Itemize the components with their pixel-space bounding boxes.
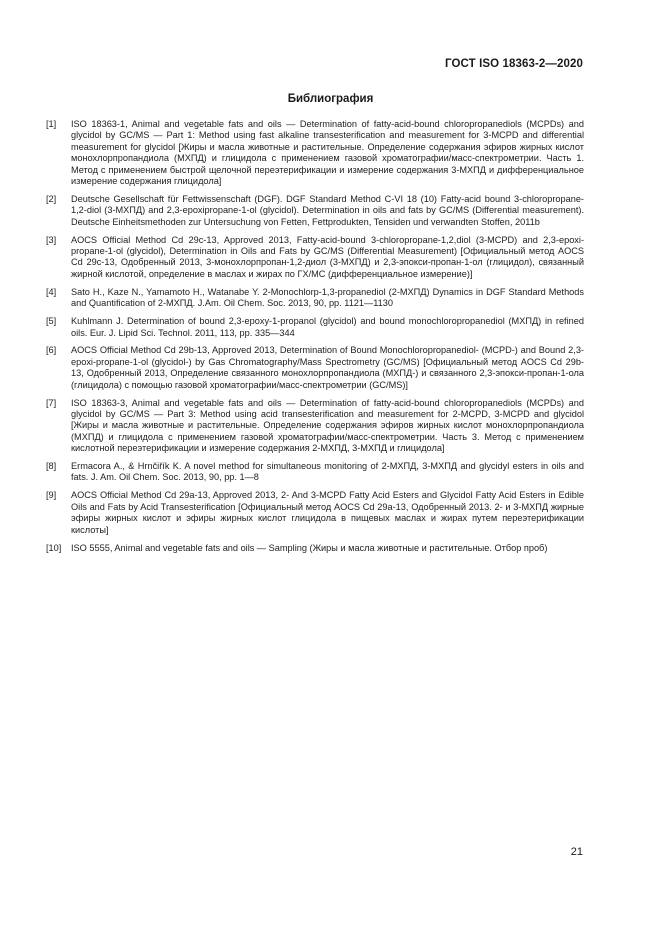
- entry-number: [6]: [46, 345, 57, 356]
- bibliography-entry: [46, 194, 584, 228]
- document-id-header: ГОСТ ISO 18363-2—2020: [445, 58, 583, 70]
- entry-text: ISO 5555, Animal and vegetable fats and oils — Sampling (Жиры и масла животные и растительные. Отбор проб): [71, 542, 548, 553]
- entry-number: [7]: [46, 397, 57, 408]
- entry-text: AOCS Official Method Cd 29c-13, Approved 2013, Fatty-acid-bound 3-chloropropane-1,2,diol (3-MCPD) and 2,3-epoxi-propane-1-ol (glycidol), Determination in Oils and Fats by GC/MS (Differential Measurement) [Официальный метод AOCS Cd 29c-13, Одобренный 2013, 3-монохлорпропан-1,2-диол (3-МХПД) и 2,3-эпокси-пропан-1-ол (глицидол), связанный жирной кислотой, определение в маслах и жирах по ГХ/МС (дифференциальное измерение)]: [71, 234, 584, 279]
- bibliography-entry: [46, 461, 584, 484]
- page-number: 21: [570, 846, 583, 858]
- entry-text: ISO 18363-3, Animal and vegetable fats and oils — Determination of fatty-acid-bound chloropropanediols (MCPDs) and glycidol by GC/MS — Part 3: Method using acid transesterification and measurement for 2-MCPD, 3-MCPD and glycidol [Жиры и масла животные и растительные. Определение содержания эфиров жирных кислот монохлорпропандиола (МХПД) и глицидола с применением газовой хроматографии/масс-спектрометрии. Часть 3. Метод с применением кислотной переэтерификации и измерение содержания 2-МХПД, 3-МХПД и глицидола]: [71, 397, 584, 454]
- entry-text: AOCS Official Method Cd 29a-13, Approved 2013, 2- And 3-MCPD Fatty Acid Esters and Glycidol Fatty Acid Esters in Edible Oils and Fats by Acid Transesterification [Официальный метод AOCS Cd 29a-13, Одобренный 2013. 2- и 3-МХПД жирные эфиры жирных кислот и эфиры жирных кислот глицидола в пищевых маслах и жирах путем переэтерификации кислоты]: [71, 490, 584, 535]
- entry-number: [8]: [46, 461, 57, 472]
- entry-text: AOCS Official Method Cd 29b-13, Approved 2013, Determination of Bound Monochloropropanediol- (MCPD-) and Bound 2,3-epoxi-propane-1-ol (glycidol-) by Gas Chromatography/Mass Spectrometry (GC/MS) [Официальный метод AOCS Cd 29b-13, Одобренный 2013, Определение связанного монохлорпропандиола (МХПД-) и связанного 2,3-эпокси-пропан-1-ола (глицидола) с помощью газовой хроматографии/масс-спектрометрии (GC/MS)]: [71, 345, 584, 390]
- entry-number: [9]: [46, 490, 57, 501]
- entry-number: [3]: [46, 234, 57, 245]
- bibliography-entry: [46, 345, 584, 391]
- bibliography-entry: [46, 287, 584, 310]
- entry-text: Deutsche Gesellschaft für Fettwissenschaft (DGF). DGF Standard Method C-VI 18 (10) Fatty-acid bound 3-chloropropane-1,2-diol (3-МХПД) and 2,3-epoxipropane-1-ol (glycidol). Determination in oils and fats by GC/MS (Differential measurement). Deutsche Einheitsmethoden zur Untersuchung von Fetten, Fettprodukten, Tensiden und verwandten Stoffen, 2011b: [71, 193, 584, 227]
- entry-text: Ermacora A., & Hrnčiřík K. A novel method for simultaneous monitoring of 2-МХПД, 3-МХПД and glycidyl esters in oils and fats. J. Am. Oil Chem. Soc. 2013, 90, pp. 1—8: [71, 461, 584, 483]
- bibliography-entry: [46, 490, 584, 536]
- bibliography-entry: [46, 316, 584, 339]
- bibliography-entry: [46, 119, 584, 187]
- bibliography-entry: [46, 235, 584, 281]
- entry-text: Sato H., Kaze N., Yamamoto H., Watanabe Y. 2-Monochlorp-1,3-propanediol (2-МХПД) Dynamics in DGF Standard Methods and Quantification of 2-МХПД. J.Am. Oil Chem. Soc. 2013, 90, pp. 1121—1130: [71, 286, 584, 309]
- entry-number: [2]: [46, 193, 57, 204]
- bibliography-list: [46, 119, 584, 560]
- entry-text: Kuhlmann J. Determination of bound 2,3-epoxy-1-propanol (glycidol) and bound monochloropropanediol (МХПД) in refined oils. Eur. J. Lipid Sci. Technol. 2011, 113, pp. 335—344: [71, 316, 584, 338]
- entry-number: [4]: [46, 286, 57, 297]
- entry-number: [5]: [46, 316, 57, 327]
- entry-number: [10]: [46, 542, 62, 553]
- bibliography-title: Библиография: [287, 93, 374, 105]
- bibliography-entry: [46, 398, 584, 455]
- entry-text: ISO 18363-1, Animal and vegetable fats and oils — Determination of fatty-acid-bound chloropropanediols (MCPDs) and glycidol by GC/MS — Part 1: Method using fast alkaline transesterification and measurement for 3-MCPD and differential measurement for glycidol [Жиры и масла животные и растительные. Определение содержания эфиров жирных кислот монохлорпропандиола (МХПД) и глицидола с применением газовой хроматографии/масс-спектрометрии. Часть 1. Метод с применением быстрой щелочной переэтерификации и измерение содержания 3-МХПД и дифференциальное измерение содержания глицидола]: [71, 119, 584, 187]
- bibliography-entry: [46, 543, 584, 554]
- entry-number: [1]: [46, 119, 57, 129]
